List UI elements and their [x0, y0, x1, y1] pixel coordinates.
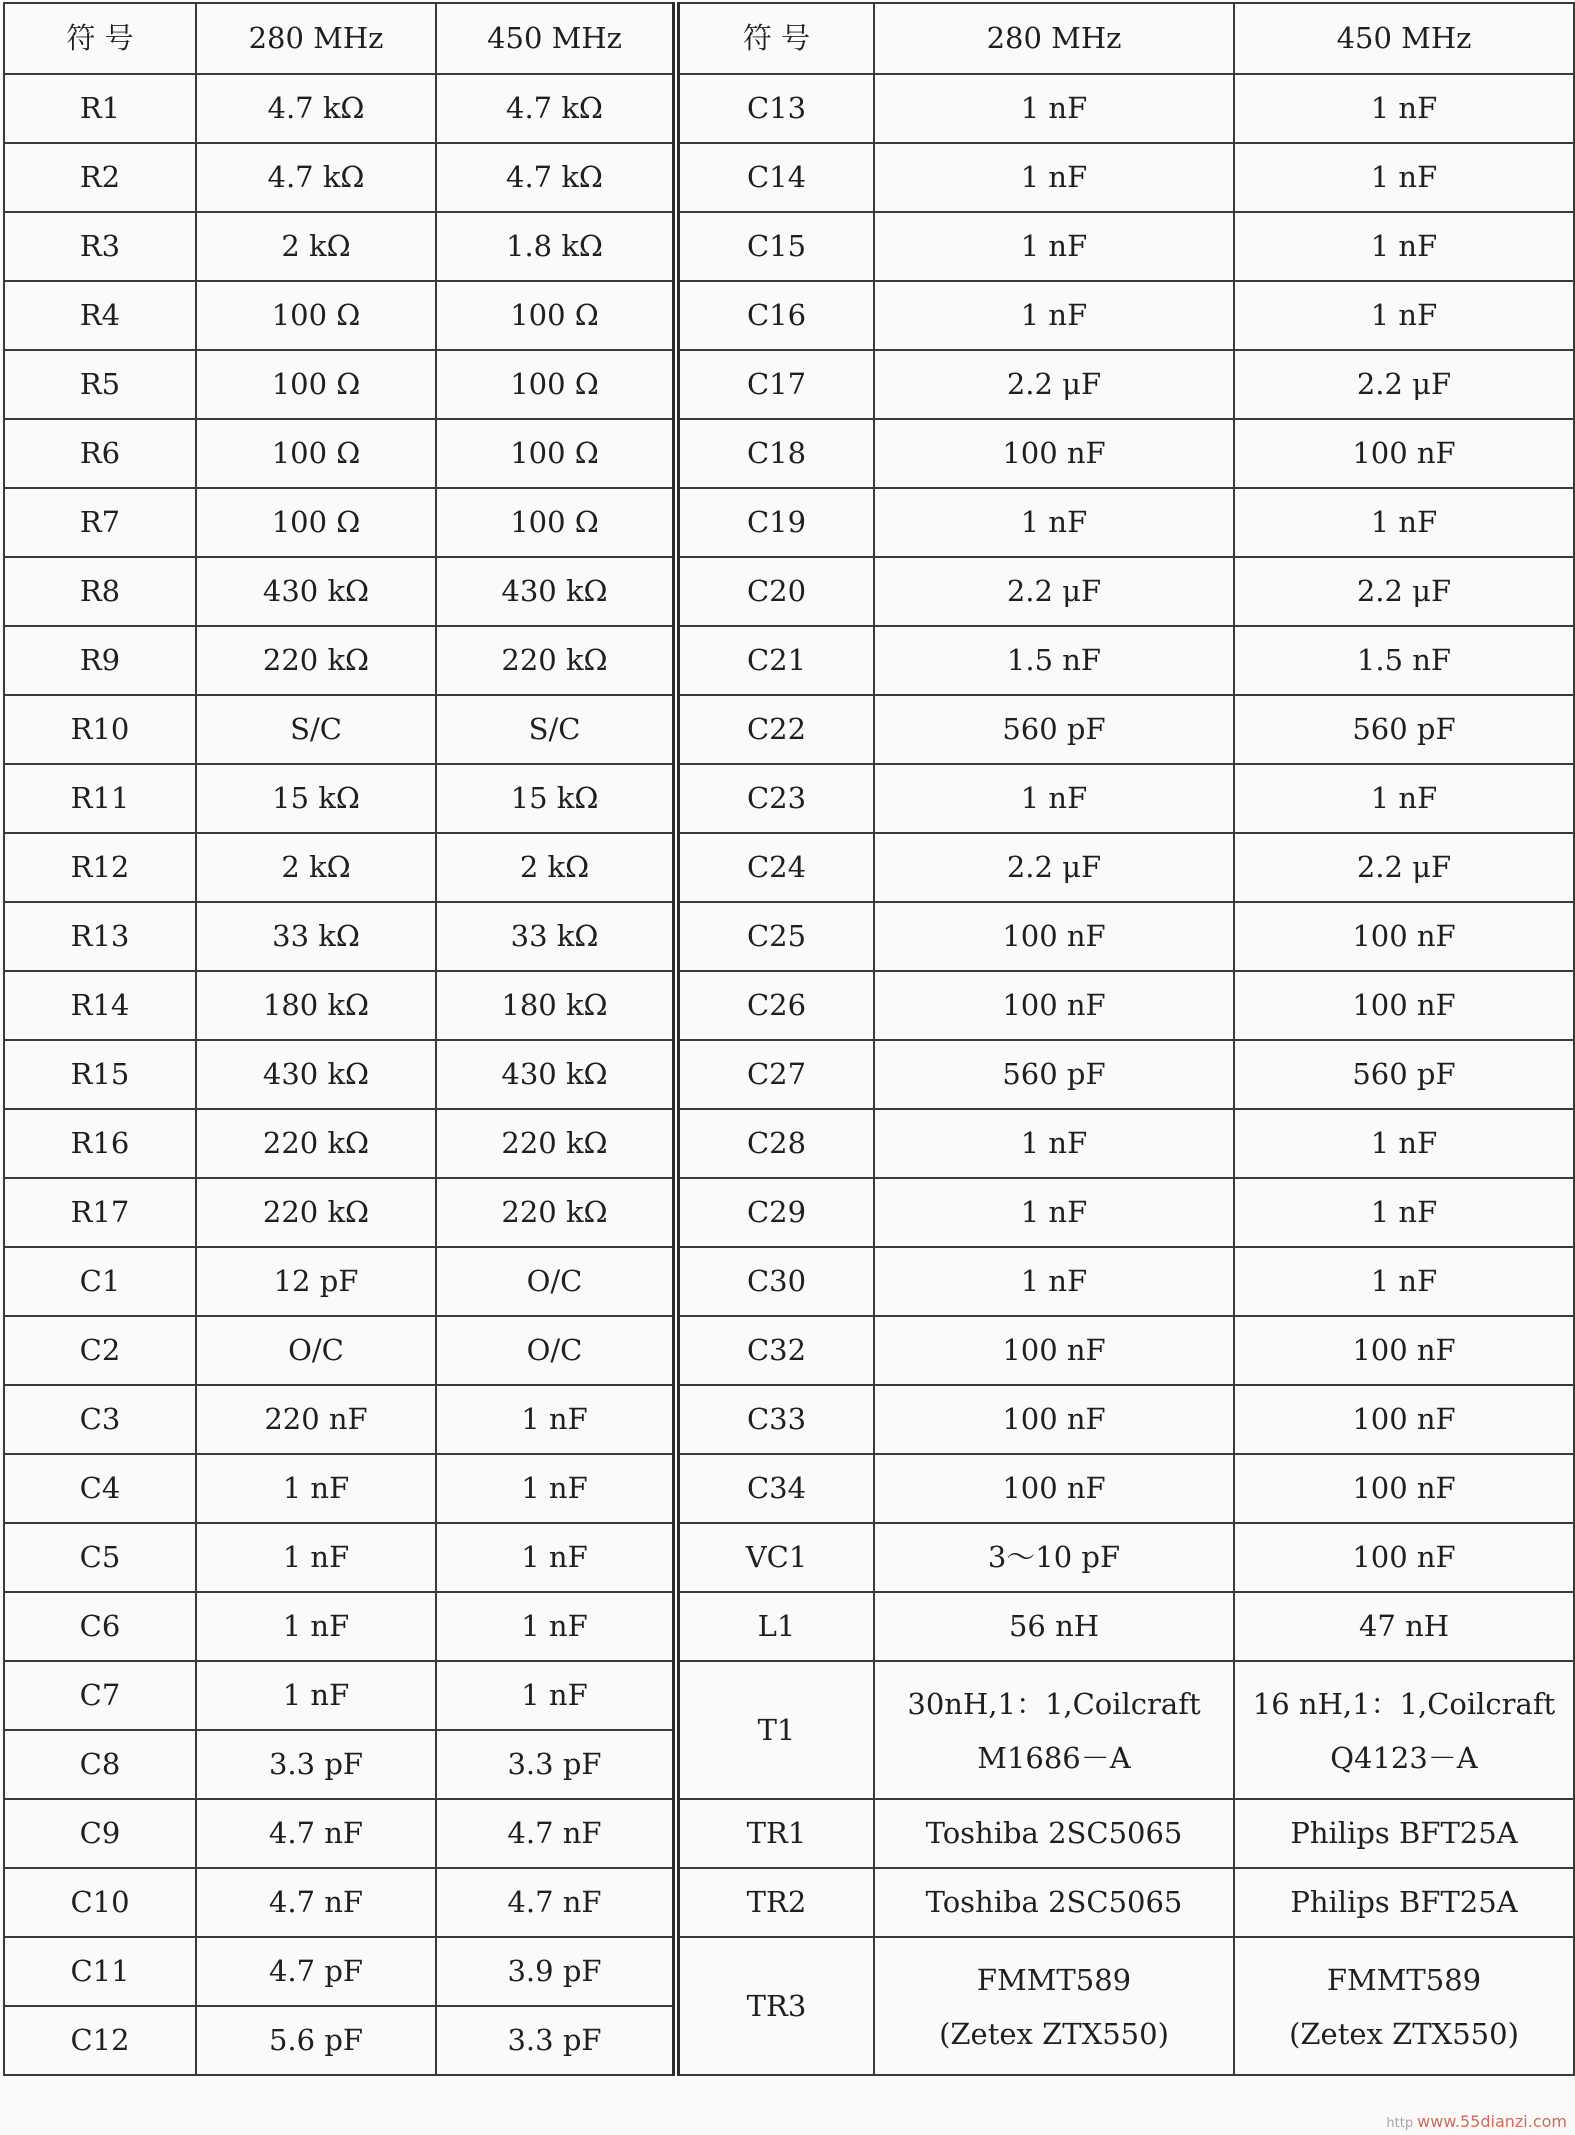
right-value-280mhz-cell-line: (Zetex ZTX550) [939, 2017, 1169, 2051]
left-symbol-cell: C5 [4, 1523, 196, 1592]
left-value-280mhz-cell: 220 kΩ [196, 626, 436, 695]
right-value-450mhz-cell: 47 nH [1234, 1592, 1574, 1661]
table-row [4, 1523, 1574, 1592]
right-symbol-cell: C17 [676, 350, 874, 419]
right-value-450mhz-cell: 100 nF [1234, 1316, 1574, 1385]
left-symbol-cell: R12 [4, 833, 196, 902]
right-value-280mhz-cell-line: 30nH,1：1,Coilcraft [907, 1687, 1201, 1722]
left-value-450mhz-cell: 4.7 kΩ [436, 143, 676, 212]
left-value-450mhz-cell: 1 nF [436, 1454, 676, 1523]
right-value-450mhz-cell: 1 nF [1234, 281, 1574, 350]
right-value-280mhz-cell: Toshiba 2SC5065 [874, 1868, 1234, 1937]
table-row [4, 350, 1574, 419]
right-value-280mhz-cell: 1 nF [874, 488, 1234, 557]
right-symbol-cell: C30 [676, 1247, 874, 1316]
table-row [4, 626, 1574, 695]
right-value-280mhz-cell: Toshiba 2SC5065 [874, 1799, 1234, 1868]
right-value-280mhz-cell: 100 nF [874, 902, 1234, 971]
right-symbol-cell: C19 [676, 488, 874, 557]
right-symbol-cell: C28 [676, 1109, 874, 1178]
left-symbol-cell: R11 [4, 764, 196, 833]
right-value-280mhz-cell: 1 nF [874, 281, 1234, 350]
header-280mhz-left: 280 MHz [196, 3, 436, 74]
left-value-280mhz-cell: 4.7 kΩ [196, 74, 436, 143]
left-symbol-cell: R1 [4, 74, 196, 143]
right-value-450mhz-cell: Philips BFT25A [1234, 1799, 1574, 1868]
right-value-280mhz-cell: 1 nF [874, 143, 1234, 212]
left-value-450mhz-cell: O/C [436, 1316, 676, 1385]
right-value-450mhz-cell: 1 nF [1234, 764, 1574, 833]
left-symbol-cell: C7 [4, 1661, 196, 1730]
left-value-280mhz-cell: 15 kΩ [196, 764, 436, 833]
left-value-450mhz-cell: 15 kΩ [436, 764, 676, 833]
left-value-280mhz-cell: 430 kΩ [196, 557, 436, 626]
right-value-450mhz-cell [1234, 1937, 1574, 2075]
header-symbol-right: 符 号 [676, 3, 874, 74]
left-value-280mhz-cell: 1 nF [196, 1592, 436, 1661]
left-value-450mhz-cell: 2 kΩ [436, 833, 676, 902]
right-value-450mhz-cell: 1 nF [1234, 74, 1574, 143]
left-value-450mhz-cell: 1.8 kΩ [436, 212, 676, 281]
left-symbol-cell: R2 [4, 143, 196, 212]
right-value-280mhz-cell-line: M1686－A [977, 1741, 1131, 1775]
right-symbol-cell: C32 [676, 1316, 874, 1385]
left-value-450mhz-cell: 3.3 pF [436, 1730, 676, 1799]
left-symbol-cell: R14 [4, 971, 196, 1040]
left-value-280mhz-cell: 220 nF [196, 1385, 436, 1454]
header-row [4, 3, 1574, 74]
left-value-280mhz-cell: 4.7 pF [196, 1937, 436, 2006]
right-value-450mhz-cell-line: (Zetex ZTX550) [1289, 2017, 1519, 2051]
right-value-450mhz-cell: 100 nF [1234, 971, 1574, 1040]
left-value-450mhz-cell: 4.7 nF [436, 1799, 676, 1868]
right-symbol-cell: C24 [676, 833, 874, 902]
right-symbol-cell: C21 [676, 626, 874, 695]
left-value-450mhz-cell: 100 Ω [436, 281, 676, 350]
left-symbol-cell: R7 [4, 488, 196, 557]
right-value-280mhz-cell: 100 nF [874, 419, 1234, 488]
left-value-450mhz-cell: 1 nF [436, 1385, 676, 1454]
left-value-280mhz-cell: 100 Ω [196, 488, 436, 557]
table-row [4, 281, 1574, 350]
right-value-280mhz-cell: 560 pF [874, 695, 1234, 764]
left-symbol-cell: R8 [4, 557, 196, 626]
right-value-450mhz-cell [1234, 1661, 1574, 1799]
table-row [4, 419, 1574, 488]
watermark-prefix: http [1386, 2116, 1414, 2131]
right-value-450mhz-cell: 560 pF [1234, 695, 1574, 764]
right-symbol-cell: C34 [676, 1454, 874, 1523]
header-280mhz-right: 280 MHz [874, 3, 1234, 74]
left-symbol-cell: C4 [4, 1454, 196, 1523]
table-row [4, 1661, 1574, 1730]
left-value-280mhz-cell: 100 Ω [196, 419, 436, 488]
right-value-280mhz-cell: 2.2 μF [874, 557, 1234, 626]
left-value-280mhz-cell: 2 kΩ [196, 212, 436, 281]
left-symbol-cell: C3 [4, 1385, 196, 1454]
right-symbol-cell: L1 [676, 1592, 874, 1661]
right-value-280mhz-cell: 100 nF [874, 1454, 1234, 1523]
right-value-280mhz-cell: 56 nH [874, 1592, 1234, 1661]
right-value-450mhz-cell: 2.2 μF [1234, 833, 1574, 902]
left-value-450mhz-cell: 220 kΩ [436, 1109, 676, 1178]
left-value-280mhz-cell: 1 nF [196, 1454, 436, 1523]
right-value-280mhz-cell-line: FMMT589 [976, 1963, 1132, 1998]
right-value-280mhz-cell: 100 nF [874, 1385, 1234, 1454]
left-value-450mhz-cell: 3.3 pF [436, 2006, 676, 2075]
right-value-450mhz-cell: 100 nF [1234, 902, 1574, 971]
table-row [4, 1247, 1574, 1316]
left-symbol-cell: R10 [4, 695, 196, 764]
left-symbol-cell: C1 [4, 1247, 196, 1316]
left-symbol-cell: R4 [4, 281, 196, 350]
left-symbol-cell: C11 [4, 1937, 196, 2006]
left-value-280mhz-cell: 33 kΩ [196, 902, 436, 971]
right-value-450mhz-cell: 1.5 nF [1234, 626, 1574, 695]
right-value-450mhz-cell: 2.2 μF [1234, 557, 1574, 626]
left-value-280mhz-cell: 220 kΩ [196, 1109, 436, 1178]
left-value-450mhz-cell: 220 kΩ [436, 626, 676, 695]
left-value-450mhz-cell: 430 kΩ [436, 557, 676, 626]
left-symbol-cell: R9 [4, 626, 196, 695]
left-value-280mhz-cell: O/C [196, 1316, 436, 1385]
left-symbol-cell: C2 [4, 1316, 196, 1385]
table-row [4, 1040, 1574, 1109]
right-symbol-cell: TR2 [676, 1868, 874, 1937]
left-value-280mhz-cell: 430 kΩ [196, 1040, 436, 1109]
right-value-280mhz-cell: 1.5 nF [874, 626, 1234, 695]
right-symbol-cell: C26 [676, 971, 874, 1040]
component-table [3, 2, 1575, 2076]
table-row [4, 1937, 1574, 2006]
left-symbol-cell: R3 [4, 212, 196, 281]
right-value-450mhz-cell: 1 nF [1234, 1178, 1574, 1247]
left-symbol-cell: C10 [4, 1868, 196, 1937]
right-value-280mhz-cell: 1 nF [874, 1178, 1234, 1247]
right-value-280mhz-cell: 100 nF [874, 971, 1234, 1040]
right-value-450mhz-cell: 100 nF [1234, 1385, 1574, 1454]
right-value-450mhz-cell-line: 16 nH,1：1,Coilcraft [1252, 1687, 1556, 1722]
right-value-450mhz-cell: 1 nF [1234, 212, 1574, 281]
left-symbol-cell: R5 [4, 350, 196, 419]
table-row [4, 902, 1574, 971]
right-symbol-cell: C14 [676, 143, 874, 212]
right-symbol-cell: VC1 [676, 1523, 874, 1592]
right-symbol-cell: C15 [676, 212, 874, 281]
left-value-450mhz-cell: 4.7 kΩ [436, 74, 676, 143]
table-row [4, 74, 1574, 143]
table-row [4, 1385, 1574, 1454]
right-value-280mhz-cell: 1 nF [874, 1247, 1234, 1316]
left-value-280mhz-cell: 100 Ω [196, 281, 436, 350]
right-value-280mhz-cell: 100 nF [874, 1316, 1234, 1385]
watermark-site: www.55dianzi.com [1417, 2112, 1567, 2131]
left-value-280mhz-cell: 12 pF [196, 1247, 436, 1316]
right-symbol-cell: C23 [676, 764, 874, 833]
watermark [1386, 2112, 1567, 2131]
right-value-280mhz-cell: 2.2 μF [874, 350, 1234, 419]
right-symbol-cell: C20 [676, 557, 874, 626]
left-value-280mhz-cell: 4.7 nF [196, 1799, 436, 1868]
left-symbol-cell: C12 [4, 2006, 196, 2075]
left-value-450mhz-cell: 100 Ω [436, 350, 676, 419]
left-symbol-cell: R16 [4, 1109, 196, 1178]
right-value-280mhz-cell [874, 1937, 1234, 2075]
right-symbol-cell: C33 [676, 1385, 874, 1454]
left-value-280mhz-cell: 5.6 pF [196, 2006, 436, 2075]
right-value-280mhz-cell: 1 nF [874, 1109, 1234, 1178]
left-value-280mhz-cell: 180 kΩ [196, 971, 436, 1040]
left-value-450mhz-cell: S/C [436, 695, 676, 764]
table-row [4, 488, 1574, 557]
left-symbol-cell: C9 [4, 1799, 196, 1868]
left-value-280mhz-cell: 1 nF [196, 1523, 436, 1592]
right-value-280mhz-cell [874, 1661, 1234, 1799]
right-value-450mhz-cell: 2.2 μF [1234, 350, 1574, 419]
right-symbol-cell: C13 [676, 74, 874, 143]
table-row [4, 1316, 1574, 1385]
left-value-280mhz-cell: 220 kΩ [196, 1178, 436, 1247]
left-value-450mhz-cell: 1 nF [436, 1523, 676, 1592]
table-row [4, 1109, 1574, 1178]
left-value-280mhz-cell: 1 nF [196, 1661, 436, 1730]
table-row [4, 212, 1574, 281]
right-value-450mhz-cell: 1 nF [1234, 1109, 1574, 1178]
right-value-450mhz-cell: 100 nF [1234, 1454, 1574, 1523]
right-value-280mhz-cell: 1 nF [874, 212, 1234, 281]
right-value-450mhz-cell: 100 nF [1234, 1523, 1574, 1592]
left-symbol-cell: R17 [4, 1178, 196, 1247]
right-value-450mhz-cell: Philips BFT25A [1234, 1868, 1574, 1937]
table-row [4, 143, 1574, 212]
right-value-450mhz-cell: 1 nF [1234, 143, 1574, 212]
right-value-280mhz-cell: 1 nF [874, 74, 1234, 143]
left-symbol-cell: R6 [4, 419, 196, 488]
left-value-280mhz-cell: 2 kΩ [196, 833, 436, 902]
left-value-450mhz-cell: O/C [436, 1247, 676, 1316]
table-row [4, 1178, 1574, 1247]
right-symbol-cell: T1 [676, 1661, 874, 1799]
header-450mhz-left: 450 MHz [436, 3, 676, 74]
table-row [4, 833, 1574, 902]
right-symbol-cell: C22 [676, 695, 874, 764]
right-symbol-cell: C16 [676, 281, 874, 350]
right-value-450mhz-cell: 1 nF [1234, 488, 1574, 557]
right-value-280mhz-cell: 560 pF [874, 1040, 1234, 1109]
right-value-450mhz-cell: 560 pF [1234, 1040, 1574, 1109]
right-symbol-cell: TR1 [676, 1799, 874, 1868]
table-row [4, 695, 1574, 764]
left-value-450mhz-cell: 180 kΩ [436, 971, 676, 1040]
table-row [4, 1799, 1574, 1868]
right-symbol-cell: C29 [676, 1178, 874, 1247]
table-body [4, 3, 1574, 2075]
table-row [4, 1454, 1574, 1523]
right-value-280mhz-cell: 3～10 pF [874, 1523, 1234, 1592]
left-value-450mhz-cell: 1 nF [436, 1661, 676, 1730]
left-value-280mhz-cell: 100 Ω [196, 350, 436, 419]
left-value-450mhz-cell: 100 Ω [436, 419, 676, 488]
right-value-450mhz-cell-line: Q4123－A [1330, 1741, 1478, 1775]
table-row [4, 764, 1574, 833]
left-value-450mhz-cell: 4.7 nF [436, 1868, 676, 1937]
right-value-280mhz-cell: 2.2 μF [874, 833, 1234, 902]
left-value-280mhz-cell: S/C [196, 695, 436, 764]
table-row [4, 1592, 1574, 1661]
table-row [4, 971, 1574, 1040]
left-value-280mhz-cell: 4.7 kΩ [196, 143, 436, 212]
right-symbol-cell: C18 [676, 419, 874, 488]
table-row [4, 1868, 1574, 1937]
right-value-450mhz-cell: 100 nF [1234, 419, 1574, 488]
left-value-280mhz-cell: 4.7 nF [196, 1868, 436, 1937]
left-value-450mhz-cell: 220 kΩ [436, 1178, 676, 1247]
left-value-450mhz-cell: 3.9 pF [436, 1937, 676, 2006]
left-symbol-cell: R13 [4, 902, 196, 971]
left-symbol-cell: R15 [4, 1040, 196, 1109]
right-symbol-cell: TR3 [676, 1937, 874, 2075]
left-symbol-cell: C6 [4, 1592, 196, 1661]
right-symbol-cell: C27 [676, 1040, 874, 1109]
left-value-450mhz-cell: 100 Ω [436, 488, 676, 557]
left-value-280mhz-cell: 3.3 pF [196, 1730, 436, 1799]
left-value-450mhz-cell: 430 kΩ [436, 1040, 676, 1109]
left-value-450mhz-cell: 1 nF [436, 1592, 676, 1661]
right-value-450mhz-cell: 1 nF [1234, 1247, 1574, 1316]
left-value-450mhz-cell: 33 kΩ [436, 902, 676, 971]
header-symbol-left: 符 号 [4, 3, 196, 74]
table-row [4, 557, 1574, 626]
header-450mhz-right: 450 MHz [1234, 3, 1574, 74]
right-value-280mhz-cell: 1 nF [874, 764, 1234, 833]
left-symbol-cell: C8 [4, 1730, 196, 1799]
right-value-450mhz-cell-line: FMMT589 [1326, 1963, 1482, 1998]
right-symbol-cell: C25 [676, 902, 874, 971]
